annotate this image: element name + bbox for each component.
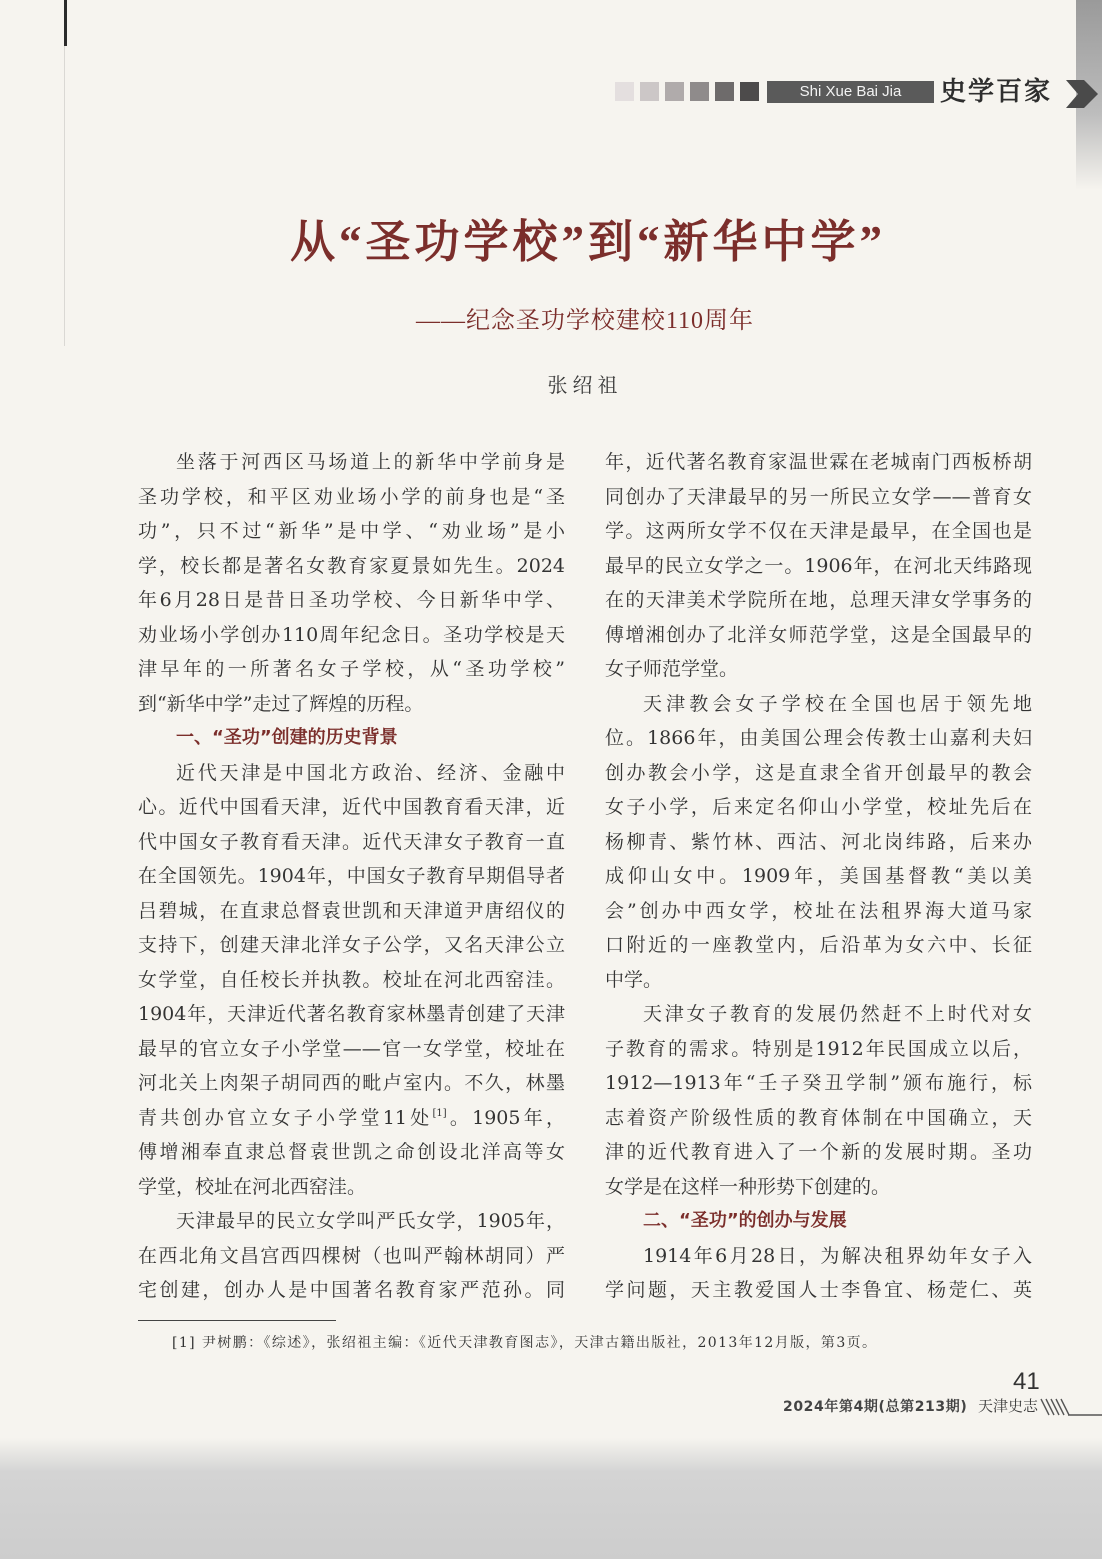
section-title: 史学百家 [940, 77, 1053, 107]
body-line: 天津女子教育的发展仍然赶不上时代对女 [643, 1003, 1032, 1025]
body-line: 代中国女子教育看天津。近代天津女子教育一直 [138, 830, 565, 853]
body-line: 天津教会女子学校在全国也居于领先地 [643, 692, 1032, 715]
body-line: 心。近代中国看天津，近代中国教育看天津，近 [138, 796, 565, 818]
body-line: 宅创建，创办人是中国著名教育家严范孙。同 [138, 1279, 565, 1301]
body-line: 近代天津是中国北方政治、经济、金融中 [176, 761, 565, 784]
body-line: 学问题，天主教爱国人士李鲁宜、杨萣仁、英 [605, 1279, 1032, 1301]
body-line: 圣功学校，和平区劝业场小学的前身也是“圣 [138, 485, 565, 508]
body-line: 傅增湘创办了北洋女师范学堂，这是全国最早的 [605, 623, 1032, 646]
body-line: 子教育的需求。特别是1912年民国成立以后， [605, 1037, 1032, 1060]
issue-info: 2024年第4期(总第213期) [783, 1399, 968, 1415]
footnote-marker: [1] [432, 1107, 447, 1119]
body-line: 会”创办中西女学，校址在法租界海大道马家 [605, 899, 1032, 922]
body-line: 1904年，天津近代著名教育家林墨青创建了天津 [138, 1003, 565, 1025]
body-line: 志着资产阶级性质的教育体制在中国确立，天 [605, 1106, 1032, 1129]
scan-edge-left [64, 0, 67, 46]
header-square [640, 82, 659, 101]
header-square [665, 82, 684, 101]
body-line: 河北关上肉架子胡同西的毗卢室内。不久，林墨 [138, 1072, 565, 1094]
body-line: 傅增湘奉直隶总督袁世凯之命创设北洋高等女 [138, 1141, 565, 1163]
body-line: 最早的官立女子小学堂——官一女学堂，校址在 [138, 1037, 565, 1060]
section-heading: 一、“圣功”创建的历史背景 [176, 727, 398, 748]
body-line: 支持下，创建天津北洋女子公学，又名天津公立 [138, 934, 565, 956]
body-line: 最早的民立女学之一。1906年，在河北天纬路现 [605, 554, 1032, 577]
body-line: 杨柳青、紫竹林、西沽、河北岗纬路，后来办 [605, 830, 1032, 853]
body-text-segment: 。1905年， [446, 1106, 565, 1129]
article-author: 张绍祖 [547, 373, 623, 397]
scan-edge-left-faint [64, 46, 65, 346]
body-line: 吕碧城，在直隶总督袁世凯和天津道尹唐绍仪的 [138, 899, 565, 922]
body-line: 学堂，校址在河北西窑洼。 [138, 1175, 367, 1198]
page-number: 41 [1013, 1368, 1040, 1395]
body-line: 创办教会小学，这是直隶全省开创最早的教会 [605, 761, 1032, 784]
footer-hatch-lines [1040, 1396, 1102, 1420]
body-line: 1912—1913年“壬子癸丑学制”颁布施行，标 [605, 1072, 1032, 1094]
body-line: 功”，只不过“新华”是中学、“劝业场”是小 [138, 520, 565, 542]
article-title: 从“圣功学校”到“新华中学” [289, 217, 886, 267]
body-line: 坐落于河西区马场道上的新华中学前身是 [176, 451, 565, 473]
body-line: 年，近代著名教育家温世霖在老城南门西板桥胡 [605, 451, 1032, 473]
body-line: 女子小学，后来定名仰山小学堂，校址先后在 [605, 796, 1032, 818]
body-line [138, 1101, 565, 1136]
body-line: 女学堂，自任校长并执教。校址在河北西窑洼。 [138, 968, 565, 991]
header-square [715, 82, 734, 101]
body-line: 在的天津美术学院所在地，总理天津女学事务的 [605, 589, 1032, 611]
body-line: 在全国领先。1904年，中国女子教育早期倡导者 [138, 865, 565, 887]
section-heading: 二、“圣功”的创办与发展 [643, 1210, 847, 1231]
body-line: 津的近代教育进入了一个新的发展时期。圣功 [605, 1141, 1032, 1163]
body-line: 天津最早的民立女学叫严氏女学，1905年， [176, 1210, 565, 1232]
body-line: 津早年的一所著名女子学校，从“圣功学校” [138, 658, 565, 680]
body-line: 到“新华中学”走过了辉煌的历程。 [138, 692, 424, 715]
body-line: 劝业场小学创办110周年纪念日。圣功学校是天 [138, 623, 565, 646]
body-line: 成仰山女中。1909年，美国基督教“美以美 [605, 865, 1032, 887]
footnote-rule [138, 1320, 336, 1321]
left-column [138, 445, 565, 1308]
article-subtitle: ——纪念圣功学校建校110周年 [415, 308, 755, 334]
body-line: 1914年6月28日，为解决租界幼年女子入 [643, 1244, 1032, 1267]
body-line: 年6月28日是昔日圣功学校、今日新华中学、 [138, 589, 565, 611]
journal-name: 天津史志 [978, 1397, 1039, 1415]
body-line: 学，校长都是著名女教育家夏景如先生。2024 [138, 554, 565, 577]
header-square [690, 82, 709, 101]
body-line: 在西北角文昌宫西四棵树（也叫严翰林胡同）严 [138, 1244, 565, 1267]
body-line: 口附近的一座教堂内，后沿革为女六中、长征 [605, 934, 1032, 956]
footnote: [1] 尹树鹏：《综述》，张绍祖主编：《近代天津教育图志》，天津古籍出版社，2013年12月版，第3页。 [172, 1335, 878, 1351]
header-wedge-icon [1064, 76, 1102, 112]
section-pinyin-bar: Shi Xue Bai Jia [767, 81, 934, 103]
body-line: 学。这两所女学不仅在天津是最早，在全国也是 [605, 520, 1032, 542]
body-line: 位。1866年，由美国公理会传教士山嘉利夫妇 [605, 727, 1032, 749]
body-line: 女学是在这样一种形势下创建的。 [605, 1175, 891, 1198]
scan-shadow-bottom [0, 1438, 1102, 1559]
body-text-segment: 青共创办官立女子小学堂11处 [138, 1106, 433, 1129]
body-line: 女子师范学堂。 [605, 658, 739, 680]
header-square [615, 82, 634, 101]
body-line: 中学。 [605, 968, 663, 991]
body-line: 同创办了天津最早的另一所民立女学——普育女 [605, 485, 1032, 508]
right-column [605, 445, 1032, 1308]
header-square [740, 82, 759, 101]
